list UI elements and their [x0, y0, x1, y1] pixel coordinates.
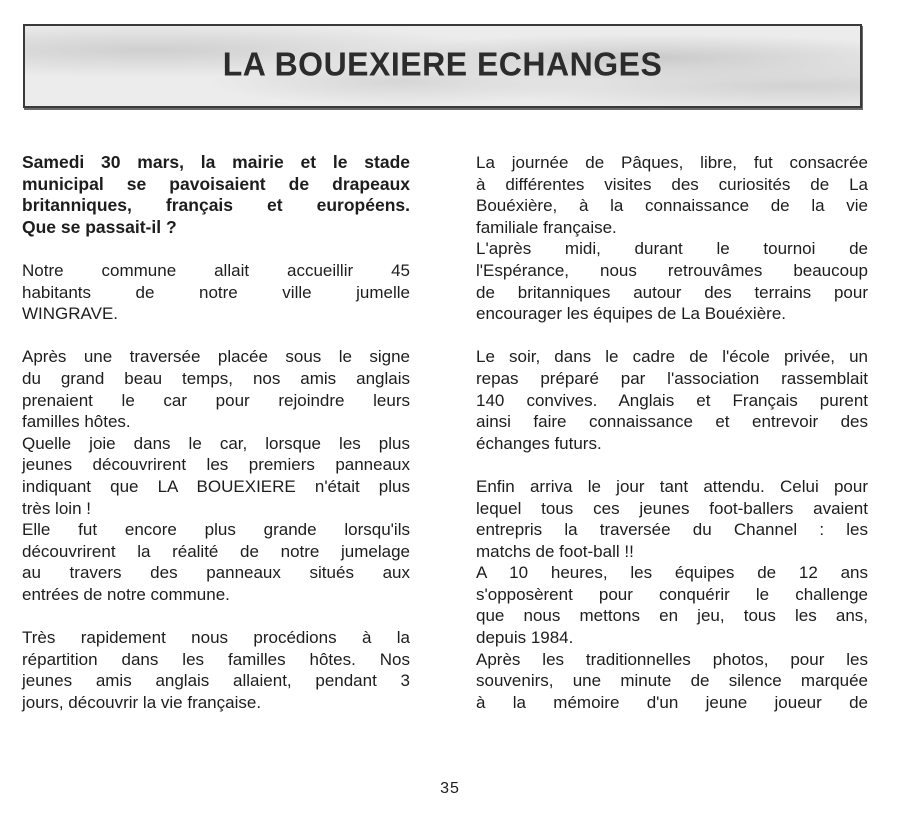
- text-line: L'après midi, durant le tournoi de: [476, 239, 868, 259]
- text-line: s'opposèrent pour conquérir le challenge: [476, 584, 868, 604]
- paragraph: [22, 433, 410, 519]
- text-line: très loin !: [22, 498, 91, 518]
- text-line: 140 convives. Anglais et Français purent: [476, 390, 868, 410]
- text-line: habitants de notre ville jumelle: [22, 282, 410, 302]
- left-column: [22, 152, 410, 735]
- text-line: lequel tous ces jeunes foot-ballers avaient: [476, 498, 868, 518]
- paragraph: [22, 627, 410, 713]
- text-line: Le soir, dans le cadre de l'école privée, un: [476, 347, 868, 367]
- text-line: repas préparé par l'association rassemblait: [476, 368, 868, 388]
- text-line: familles hôtes.: [22, 412, 131, 432]
- right-column: [476, 152, 868, 713]
- text-line: au travers des panneaux situés aux: [22, 563, 410, 583]
- paragraph: [476, 649, 868, 714]
- text-line: depuis 1984.: [476, 628, 574, 648]
- text-line: A 10 heures, les équipes de 12 ans: [476, 563, 868, 583]
- text-line: familiale française.: [476, 217, 617, 237]
- text-line: prenaient le car pour rejoindre leurs: [22, 390, 410, 410]
- text-line: encourager les équipes de La Bouéxière.: [476, 304, 786, 324]
- text-line: Bouéxière, à la connaissance de la vie: [476, 196, 868, 216]
- page-title: LA BOUEXIERE ECHANGES: [222, 45, 663, 83]
- text-line: à la mémoire d'un jeune joueur de: [476, 692, 868, 712]
- text-line: l'Espérance, nous retrouvâmes beaucoup: [476, 260, 868, 280]
- paragraph: [476, 152, 868, 238]
- text-line: Après les traditionnelles photos, pour les: [476, 649, 868, 669]
- text-line: à différentes visites des curiosités de La: [476, 174, 868, 194]
- paragraph: [476, 238, 868, 324]
- paragraph: [22, 519, 410, 605]
- text-line: jours, découvrir la vie française.: [22, 692, 262, 712]
- text-line: du grand beau temps, nos amis anglais: [22, 368, 410, 388]
- paragraph: [22, 346, 410, 432]
- text-line: Notre commune allait accueillir 45: [22, 260, 410, 280]
- text-line: ainsi faire connaissance et entrevoir des: [476, 412, 868, 432]
- text-line: Après une traversée placée sous le signe: [22, 347, 410, 367]
- text-line: que nous mettons en jeu, tous les ans,: [476, 606, 868, 626]
- text-line: WINGRAVE.: [22, 304, 119, 324]
- text-line: Enfin arriva le jour tant attendu. Celui pour: [476, 476, 868, 496]
- text-line: britanniques, français et européens.: [22, 195, 410, 216]
- text-line: municipal se pavoisaient de drapeaux: [22, 173, 410, 194]
- paragraph: [22, 260, 410, 325]
- page-number: 35: [440, 780, 460, 797]
- title-banner: [23, 24, 862, 108]
- text-line: répartition dans les familles hôtes. Nos: [22, 649, 410, 669]
- text-line: de britanniques autour des terrains pour: [476, 282, 868, 302]
- text-line: découvrirent la réalité de notre jumelage: [22, 541, 410, 561]
- text-line: Très rapidement nous procédions à la: [22, 628, 410, 648]
- intro-paragraph: [22, 152, 410, 238]
- text-line: Que se passait-il ?: [22, 216, 177, 237]
- paragraph: [476, 476, 868, 562]
- text-line: Samedi 30 mars, la mairie et le stade: [22, 152, 410, 172]
- text-line: entrées de notre commune.: [22, 584, 230, 604]
- paragraph: [476, 562, 868, 648]
- text-line: La journée de Pâques, libre, fut consacrée: [476, 153, 868, 172]
- text-line: jeunes amis anglais allaient, pendant 3: [22, 671, 410, 691]
- text-line: matchs de foot-ball !!: [476, 541, 634, 561]
- text-line: Elle fut encore plus grande lorsqu'ils: [22, 520, 410, 540]
- text-line: entrepris la traversée du Channel : les: [476, 520, 868, 540]
- paragraph: [476, 346, 868, 454]
- text-line: souvenirs, une minute de silence marquée: [476, 671, 868, 691]
- text-line: échanges futurs.: [476, 433, 602, 453]
- text-line: indiquant que LA BOUEXIERE n'était plus: [22, 476, 410, 496]
- text-line: jeunes découvrirent les premiers panneaux: [22, 455, 410, 475]
- text-line: Quelle joie dans le car, lorsque les plus: [22, 433, 410, 453]
